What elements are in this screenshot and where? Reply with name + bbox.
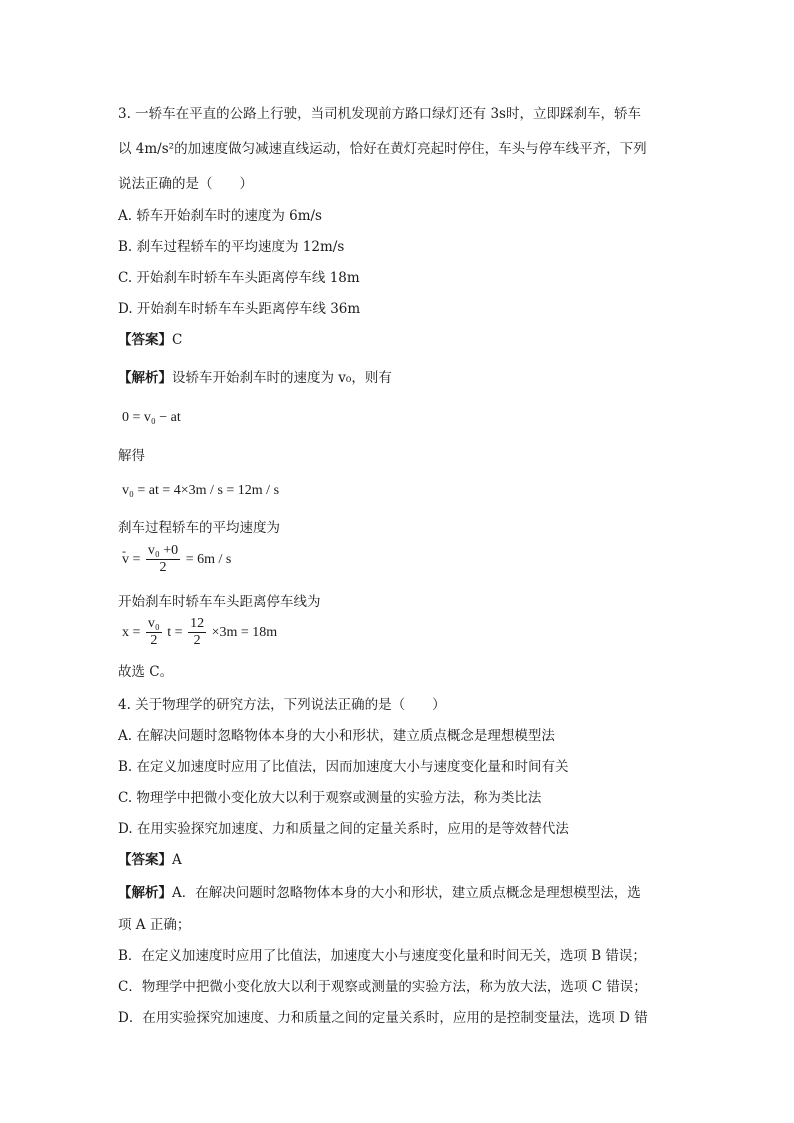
q4-analysis-d: D．在用实验探究加速度、力和质量之间的定量关系时，应用的是控制变量法，选项 D 错 [118,1010,648,1026]
analysis-text: 设轿车开始刹车时的速度为 v₀，则有 [172,370,392,386]
q3-analysis [118,368,392,388]
q3-distance-label: 开始刹车时轿车车头距离停车线为 [118,594,321,610]
q3-option-d: D. 开始刹车时轿车车头距离停车线 36m [118,301,361,317]
eq4-fraction-2 [188,616,206,649]
eq4-rhs: ×3m = 18m [211,625,278,640]
eq4-numerator-2: 12 [190,616,205,632]
q4-stem: 4. 关于物理学的研究方法，下列说法正确的是（ ） [118,697,446,713]
q4-option-d: D. 在用实验探究加速度、力和质量之间的定量关系时，应用的是等效替代法 [118,821,569,837]
analysis-a-text: A．在解决问题时忽略物体本身的大小和形状，建立质点概念是理想模型法，选 [172,885,641,901]
answer-tag: 【答案】 [118,332,172,348]
q3-equation-1: 0 = v₀ − at [122,410,181,425]
answer-value: A [172,852,182,868]
q4-option-b: B. 在定义加速度时应用了比值法，因而加速度大小与速度变化量和时间有关 [118,759,569,775]
eq3-denominator: 2 [159,560,167,576]
q3-equation-4 [122,616,277,650]
q3-option-b: B. 刹车过程轿车的平均速度为 12m/s [118,239,345,255]
q3-answer [118,330,182,350]
q3-option-a: A. 轿车开始刹车时的速度为 6m/s [118,208,322,224]
q3-conclusion: 故选 C。 [118,664,174,680]
q4-analysis-c: C．物理学中把微小变化放大以利于观察或测量的实验方法，称为放大法，选项 C 错误； [118,979,647,995]
analysis-tag: 【解析】 [118,370,172,386]
eq3-fraction [146,543,180,576]
eq4-lhs: x = [122,625,141,640]
q3-equation-3 [122,543,231,577]
eq4-mid: t = [167,625,183,640]
answer-tag: 【答案】 [118,852,172,868]
q3-equation-2: v₀ = at = 4×3m / s = 12m / s [122,483,280,498]
eq4-numerator-1: v₀ [147,616,160,632]
q3-average-label: 刹车过程轿车的平均速度为 [118,520,280,536]
q4-analysis-a-line2: 项 A 正确； [118,917,191,933]
eq4-denominator-2: 2 [193,633,201,649]
q3-stem-line3: 说法正确的是（ ） [118,176,253,192]
q3-option-c: C. 开始刹车时轿车车头距离停车线 18m [118,270,360,286]
answer-value: C [172,332,183,348]
q3-stem-line2: 以 4m/s²的加速度做匀减速直线运动，恰好在黄灯亮起时停住，车头与停车线平齐，下列 [118,141,647,157]
eq3-lhs: - v = [122,543,140,577]
q4-analysis-b: B．在定义加速度时应用了比值法，加速度大小与速度变化量和时间无关，选项 B 错误； [118,948,646,964]
q4-option-c: C. 物理学中把微小变化放大以利于观察或测量的实验方法，称为类比法 [118,790,542,806]
eq3-numerator: v₀ +0 [147,543,179,559]
q4-answer [118,850,182,870]
q4-option-a: A. 在解决问题时忽略物体本身的大小和形状，建立质点概念是理想模型法 [118,728,555,744]
eq3-rhs: = 6m / s [185,552,232,567]
eq4-denominator-1: 2 [150,633,158,649]
eq4-fraction-1 [146,616,162,649]
q3-solve-label: 解得 [118,448,145,464]
q3-stem-line1: 3. 一轿车在平直的公路上行驶，当司机发现前方路口绿灯还有 3s时，立即踩刹车，轿车 [118,106,641,122]
q4-analysis-a-line1 [118,883,641,903]
analysis-tag: 【解析】 [118,885,172,901]
